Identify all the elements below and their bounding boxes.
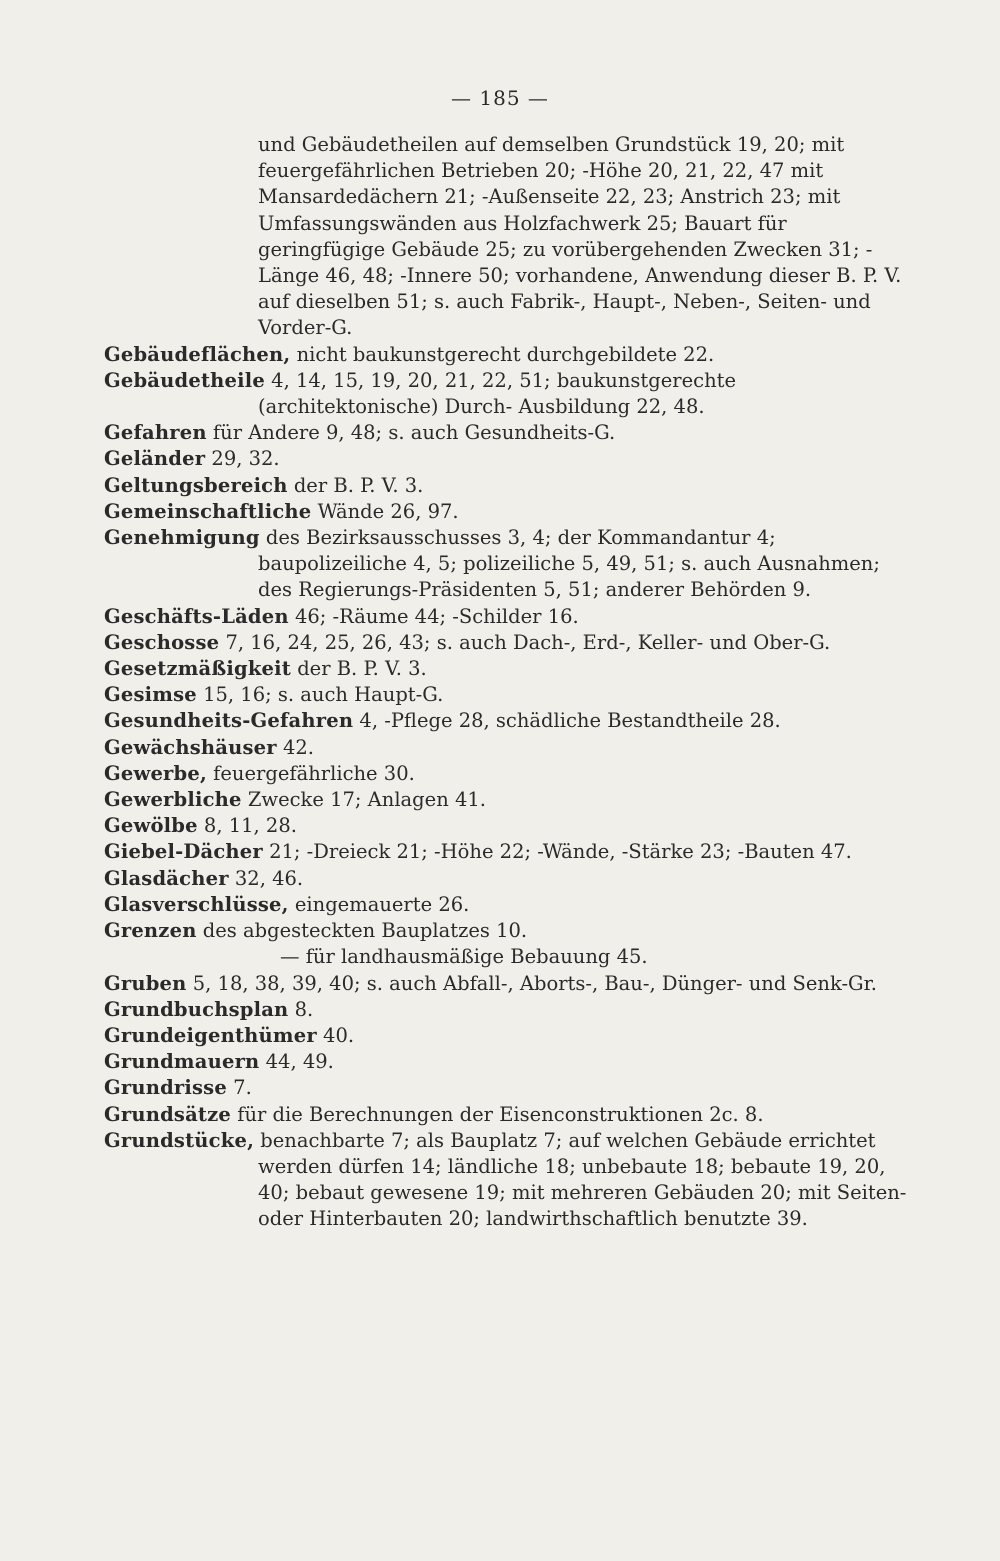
index-headword: Gesundheits-Gefahren [104, 709, 354, 733]
index-headword: Giebel-Dächer [104, 840, 263, 864]
index-headword: Gesetzmäßigkeit [104, 657, 291, 681]
index-entry: Gemeinschaftliche Wände 26, 97. [104, 499, 459, 523]
index-headword: Genehmigung [104, 526, 260, 550]
index-headword: Grundbuchsplan [104, 997, 289, 1021]
page-number: — 185 — [451, 86, 549, 110]
index-headword: Gewächshäuser [104, 735, 277, 759]
index-headword: Gebäudeflächen, [104, 342, 291, 366]
index-headword: Gewölbe [104, 814, 198, 838]
index-entry: Grundmauern 44, 49. [104, 1050, 334, 1074]
index-entry: Gewerbliche Zwecke 17; Anlagen 41. [104, 788, 486, 812]
index-entry: Glasverschlüsse, eingemauerte 26. [104, 892, 470, 916]
index-headword: Grundsätze [104, 1102, 232, 1126]
index-headword: Geschosse [104, 630, 220, 654]
index-headword: Geländer [104, 447, 206, 471]
index-headword: Gesimse [104, 683, 197, 707]
index-headword: Gebäudetheile [104, 368, 265, 392]
index-entry: Grenzen des abgesteckten Bauplatzes 10. [104, 919, 528, 943]
index-headword: Glasdächer [104, 866, 229, 890]
index-entry: Gewächshäuser 42. [104, 735, 314, 759]
index-entry: Gruben 5, 18, 38, 39, 40; s. auch Abfall-, Aborts-, Bau-, Dünger- und Senk-Gr. [104, 971, 877, 995]
index-entry: Grundstücke, benachbarte 7; als Bauplatz 7; auf welchen Gebäude errichtet werden dürfen 14; ländliche 18; unbebaute 18; bebaute 19, 20, 40; bebaut gewesene 19; mit mehreren Gebäuden 20; mit Seiten- oder Hinterbauten 20; landwirthschaftlich benutzte 39. [104, 1128, 907, 1231]
index-entry: Gefahren für Andere 9, 48; s. auch Gesundheits-G. [104, 421, 616, 445]
index-entry: Geschäfts-Läden 46; -Räume 44; -Schilder 16. [104, 604, 579, 628]
index-entry: Glasdächer 32, 46. [104, 866, 304, 890]
index-headword: Geltungsbereich [104, 473, 288, 497]
index-headword: Gewerbliche [104, 788, 242, 812]
index-entry: Grundsätze für die Berechnungen der Eisenconstruktionen 2c. 8. [104, 1102, 764, 1126]
index-entry: Geländer 29, 32. [104, 447, 280, 471]
index-entry: Geltungsbereich der B. P. V. 3. [104, 473, 424, 497]
index-headword: Grundstücke, [104, 1128, 255, 1152]
index-headword: Glasverschlüsse, [104, 892, 289, 916]
index-entry: Grundeigenthümer 40. [104, 1023, 355, 1047]
index-entry: Genehmigung des Bezirksausschusses 3, 4; der Kommandantur 4; baupolizeiliche 4, 5; polizeiliche 5, 49, 51; s. auch Ausnahmen; des Regierungs-Präsidenten 5, 51; anderer Behörden 9. [104, 526, 880, 602]
index-entry-subline: — für landhausmäßige Bebauung 45. [280, 945, 648, 969]
index-headword: Grundmauern [104, 1050, 260, 1074]
index-headword: Geschäfts-Läden [104, 604, 289, 628]
index-headword: Grenzen [104, 919, 197, 943]
index-headword: Gruben [104, 971, 187, 995]
index-entry: Gewölbe 8, 11, 28. [104, 814, 297, 838]
index-entry: Gebäudeflächen, nicht baukunstgerecht durchgebildete 22. [104, 342, 715, 366]
index-headword: Gefahren [104, 421, 207, 445]
index-entry: Gesetzmäßigkeit der B. P. V. 3. [104, 657, 427, 681]
index-entry: Grundrisse 7. [104, 1076, 252, 1100]
index-headword: Gemeinschaftliche [104, 499, 312, 523]
index-entry: Gesundheits-Gefahren 4, -Pflege 28, schädliche Bestandtheile 28. [104, 709, 781, 733]
index-entry: Grundbuchsplan 8. [104, 997, 314, 1021]
index-headword: Grundeigenthümer [104, 1023, 317, 1047]
index-entry: Geschosse 7, 16, 24, 25, 26, 43; s. auch Dach-, Erd-, Keller- und Ober-G. [104, 630, 831, 654]
index-headword: Gewerbe, [104, 761, 207, 785]
index-entry: Gebäudetheile 4, 14, 15, 19, 20, 21, 22, 51; baukunstgerechte (architektonische) Durch- Ausbildung 22, 48. [104, 368, 737, 419]
index-entry-continuation: und Gebäudetheilen auf demselben Grundstück 19, 20; mit feuergefährlichen Betrieben 20; -Höhe 20, 21, 22, 47 mit Mansardedächern 21; -Außenseite 22, 23; Anstrich 23; mit Umfassungswänden aus Holzfachwerk 25; Bauart für geringfügige Gebäude 25; zu vorübergehenden Zwecken 31; -Länge 46, 48; -Innere 50; vorhandene, Anwendung dieser B. P. V. auf dieselben 51; s. auch Fabrik-, Haupt-, Neben-, Seiten- und Vorder-G. [258, 133, 902, 340]
index-entry: Gesimse 15, 16; s. auch Haupt-G. [104, 683, 444, 707]
index-entry: Giebel-Dächer 21; -Dreieck 21; -Höhe 22; -Wände, -Stärke 23; -Bauten 47. [104, 840, 852, 864]
index-headword: Grundrisse [104, 1076, 227, 1100]
index-list [104, 132, 910, 1233]
index-entry: Gewerbe, feuergefährliche 30. [104, 761, 415, 785]
